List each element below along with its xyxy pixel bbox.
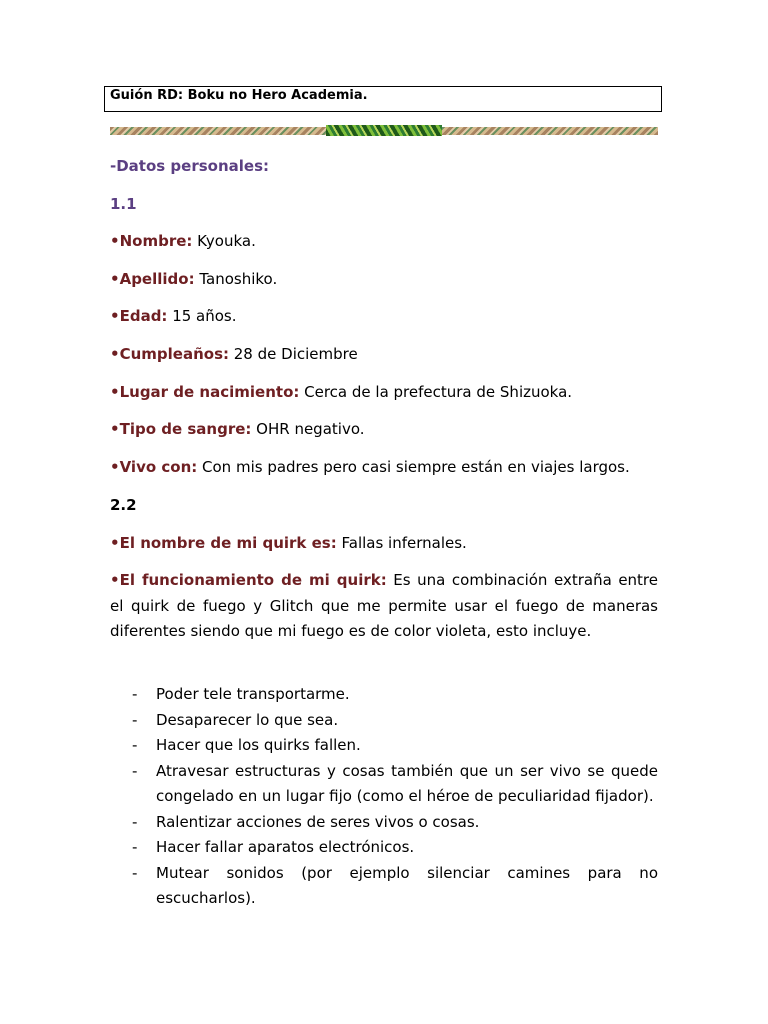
field-cumpleanos xyxy=(110,345,658,364)
decorative-divider-ornament xyxy=(326,125,442,136)
field-value: Fallas infernales. xyxy=(336,534,467,552)
field-apellido xyxy=(110,270,658,289)
field-value: Kyouka. xyxy=(192,232,256,250)
field-value: Con mis padres pero casi siempre están en viajes largos. xyxy=(197,458,630,476)
list-item-text: Ralentizar acciones de seres vivos o cosas. xyxy=(156,812,480,831)
list-item-text: Poder tele transportarme. xyxy=(156,685,350,703)
field-label: •Edad: xyxy=(110,307,168,325)
list-item-text: Hacer que los quirks fallen. xyxy=(156,736,361,754)
dash-bullet: - xyxy=(132,736,138,754)
document-title: Guión RD: Boku no Hero Academia. xyxy=(104,86,662,112)
dash-bullet: - xyxy=(132,838,138,856)
field-label: •Lugar de nacimiento: xyxy=(110,383,300,401)
list-item xyxy=(110,708,658,734)
subsection-1-1: 1.1 xyxy=(110,195,137,213)
field-value: OHR negativo. xyxy=(251,420,365,438)
field-edad xyxy=(110,307,658,326)
field-value: Cerca de la prefectura de Shizuoka. xyxy=(299,383,573,401)
list-item-text: Atravesar estructuras y cosas también que un ser vivo se quede congelado en un lugar fijo (como el héroe de peculiaridad fijador). xyxy=(156,761,658,805)
dash-bullet: - xyxy=(132,863,138,882)
field-value: 28 de Diciembre xyxy=(229,345,358,363)
field-label: •Vivo con: xyxy=(110,458,198,476)
dash-bullet: - xyxy=(132,710,138,729)
dash-bullet: - xyxy=(132,812,138,831)
field-quirk-name xyxy=(110,534,658,553)
field-value: Es una combinación extraña entre el quirk de fuego y Glitch que me permite usar el fuego de maneras diferentes siendo que mi fuego es de color violeta, esto incluye. xyxy=(110,571,658,640)
dash-bullet: - xyxy=(132,761,138,780)
field-tipo-sangre xyxy=(110,420,658,439)
list-item-text: Hacer fallar aparatos electrónicos. xyxy=(156,838,415,856)
list-item xyxy=(110,682,658,708)
field-vivo-con xyxy=(110,458,658,477)
field-value: 15 años. xyxy=(167,307,237,325)
list-item xyxy=(110,810,658,836)
list-item-text: Desaparecer lo que sea. xyxy=(156,710,339,729)
section-heading: -Datos personales: xyxy=(110,157,270,175)
field-label: •Tipo de sangre: xyxy=(110,420,252,438)
field-label: •El nombre de mi quirk es: xyxy=(110,534,337,552)
field-label: •El funcionamiento de mi quirk: xyxy=(110,571,387,589)
list-item xyxy=(110,733,658,759)
abilities-list xyxy=(110,682,658,912)
field-label: •Nombre: xyxy=(110,232,193,250)
subsection-2-2: 2.2 xyxy=(110,496,137,514)
field-label: •Apellido: xyxy=(110,270,195,288)
field-value: Tanoshiko. xyxy=(194,270,278,288)
list-item xyxy=(110,861,658,912)
field-lugar-nacimiento xyxy=(110,383,658,402)
dash-bullet: - xyxy=(132,685,138,703)
list-item-text: Mutear sonidos (por ejemplo silenciar camines para no escucharlos). xyxy=(156,863,658,907)
quirk-function-paragraph xyxy=(110,568,658,645)
field-label: •Cumpleaños: xyxy=(110,345,229,363)
list-item xyxy=(110,835,658,861)
list-item xyxy=(110,759,658,810)
field-nombre xyxy=(110,232,658,251)
